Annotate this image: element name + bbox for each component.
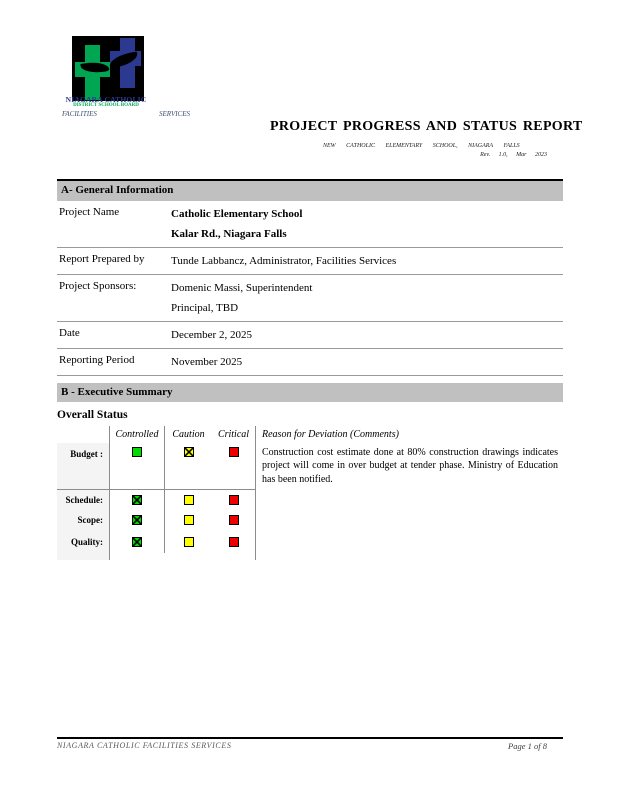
status-row-scope: [57, 510, 255, 531]
info-label: Project Name: [59, 205, 120, 218]
status-row-label: Schedule:: [57, 490, 110, 510]
info-row-reporting-period: [57, 349, 563, 376]
budget-controlled-cell: [110, 443, 165, 489]
info-row-prepared-by: [57, 248, 563, 275]
bottom-strip-shaded: [57, 553, 110, 560]
column-header-caution: Caution: [172, 428, 205, 440]
status-header-row: [57, 426, 255, 443]
status-row-budget: [57, 443, 255, 489]
checkbox-red: [229, 495, 239, 505]
schedule-caution-cell: [165, 490, 212, 510]
info-value-line: Catholic Elementary School: [171, 207, 303, 220]
scope-critical-cell: [212, 510, 255, 531]
info-value: [171, 251, 563, 271]
report-title: PROJECT PROGRESS AND STATUS REPORT: [270, 119, 583, 134]
checkbox-green: [132, 515, 142, 525]
checkbox-yellow: [184, 537, 194, 547]
info-value-line: December 2, 2025: [171, 328, 252, 341]
quality-controlled-cell: [110, 531, 165, 553]
department-facilities: FACILITIES: [62, 110, 97, 118]
status-row-label: Scope:: [57, 510, 110, 531]
info-row-sponsors: [57, 275, 563, 322]
checkbox-green: [132, 447, 142, 457]
report-revision: Rev. 1.0, Mar 2023: [480, 152, 547, 158]
info-row-project-name: [57, 201, 563, 248]
info-label: Report Prepared by: [59, 252, 145, 265]
budget-reason-text: Construction cost estimate done at 80% construction drawings indicates project will come in over budget at tender phase. Ministry of Education has been notified.: [262, 446, 558, 485]
info-value: [171, 352, 563, 372]
info-value-line: Tunde Labbancz, Administrator, Facilities Services: [171, 254, 397, 267]
info-value-line: November 2025: [171, 355, 243, 368]
board-logo-icon: [72, 36, 144, 101]
info-value: [171, 204, 563, 244]
budget-caution-cell: [165, 443, 212, 489]
info-value-line: Domenic Massi, Superintendent: [171, 281, 313, 294]
column-header-controlled: Controlled: [110, 426, 165, 443]
column-header-critical: Critical: [217, 428, 250, 440]
status-table-reason-column: [255, 426, 563, 560]
section-a-header: A- General Information: [57, 179, 563, 201]
footer-org-text: NIAGARA CATHOLIC FACILITIES SERVICES: [57, 741, 232, 750]
report-subtitle: NEW CATHOLIC ELEMENTARY SCHOOL, NIAGARA FALLS: [323, 143, 520, 149]
info-value: [171, 325, 563, 345]
budget-critical-cell: [212, 443, 255, 489]
checkbox-green: [132, 495, 142, 505]
status-header-blank: [57, 426, 110, 443]
status-row-schedule: [57, 489, 255, 510]
quality-critical-cell: [212, 531, 255, 553]
info-row-date: [57, 322, 563, 349]
section-b-header: B - Executive Summary: [57, 383, 563, 402]
department-services: SERVICES: [159, 110, 190, 118]
overall-status-heading: Overall Status: [57, 408, 128, 421]
status-row-label: Quality:: [57, 531, 110, 553]
checkbox-red: [229, 447, 239, 457]
checkbox-yellow: [184, 495, 194, 505]
footer-page-number: Page 1 of 8: [508, 741, 547, 751]
info-value-line: Kalar Rd., Niagara Falls: [171, 227, 287, 240]
page-footer: [57, 737, 563, 751]
scope-caution-cell: [165, 510, 212, 531]
info-value: [171, 278, 563, 318]
status-table-left: [57, 426, 255, 560]
info-label: Reporting Period: [59, 353, 135, 366]
status-row-label: Budget :: [57, 443, 110, 489]
quality-caution-cell: [165, 531, 212, 553]
column-header-reason: Reason for Deviation (Comments): [262, 428, 399, 440]
schedule-controlled-cell: [110, 490, 165, 510]
report-body: [57, 179, 563, 560]
info-label: Date: [59, 326, 80, 339]
board-name: NIAGARA CATHOLIC: [65, 95, 147, 104]
checkbox-yellow: [184, 515, 194, 525]
checkbox-yellow: [184, 447, 194, 457]
status-table-bottom-strip: [57, 553, 255, 560]
status-table: [57, 426, 563, 560]
info-label: Project Sponsors:: [59, 279, 137, 292]
board-subname: DISTRICT SCHOOL BOARD: [73, 103, 139, 108]
schedule-critical-cell: [212, 490, 255, 510]
department-line: [62, 110, 190, 118]
checkbox-red: [229, 537, 239, 547]
info-value-line: Principal, TBD: [171, 301, 239, 314]
checkbox-red: [229, 515, 239, 525]
scope-controlled-cell: [110, 510, 165, 531]
status-row-quality: [57, 531, 255, 553]
checkbox-green: [132, 537, 142, 547]
